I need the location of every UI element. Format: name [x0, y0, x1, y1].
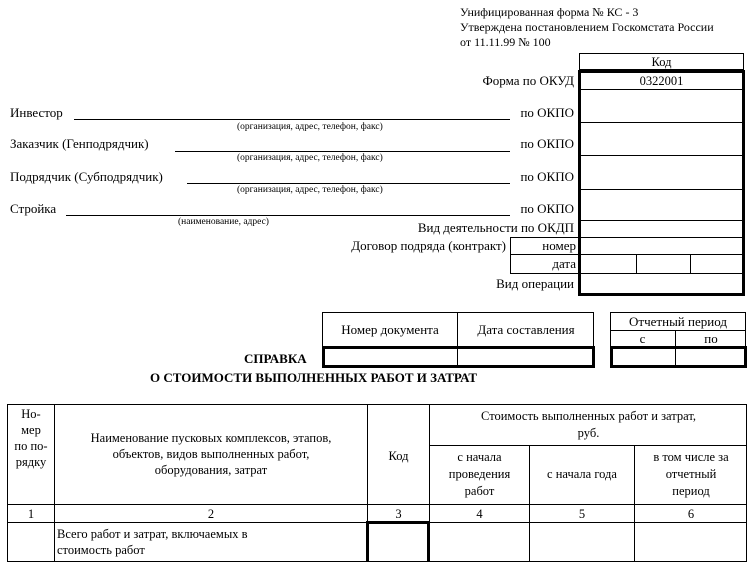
period-from-label: с — [639, 331, 646, 346]
customer-field[interactable] — [175, 151, 510, 152]
okud-value: 0322001 — [639, 74, 684, 88]
col-num-4: 4 — [476, 507, 483, 521]
col-period-header: в том числе за отчетный период — [653, 450, 729, 498]
site-hint: (наименование, адрес) — [178, 217, 269, 227]
investor-label: Инвестор — [10, 105, 63, 120]
operation-label: Вид операции — [496, 276, 574, 291]
site-field[interactable] — [66, 215, 510, 216]
contract-label: Договор подряда (контракт) — [351, 238, 506, 253]
row-total-name: Всего работ и затрат, включаемых в стоимость работ — [57, 527, 248, 557]
col-num-2: 2 — [207, 507, 215, 521]
form-header-line2: Утверждена постановлением Госкомстата России — [460, 20, 714, 34]
row-total-code-cell[interactable] — [366, 521, 430, 562]
contractor-field[interactable] — [187, 183, 510, 184]
period-to-label: по — [704, 331, 718, 346]
cost-group-header: Стоимость выполненных работ и затрат, руб. — [481, 409, 696, 440]
okpo-label-site: по ОКПО — [520, 201, 574, 216]
col-num-6: 6 — [687, 507, 695, 521]
col-code-header: Код — [388, 449, 409, 463]
col-year-header: с начала года — [547, 467, 617, 481]
period-values-box[interactable] — [610, 346, 747, 368]
col-name-header: Наименование пусковых комплексов, этапов, объектов, видов выполненных работ, оборудования, затрат — [90, 431, 332, 477]
form-header — [460, 5, 714, 50]
kod-label: Код — [651, 55, 672, 69]
okpo-label-investor: по ОКПО — [520, 105, 574, 120]
okpo-label-customer: по ОКПО — [520, 136, 574, 151]
form-header-line3: от 11.11.99 № 100 — [460, 35, 551, 49]
title-line2: О СТОИМОСТИ ВЫПОЛНЕННЫХ РАБОТ И ЗАТРАТ — [150, 370, 478, 385]
col-num-5: 5 — [578, 507, 586, 521]
contractor-hint: (организация, адрес, телефон, факс) — [237, 185, 383, 195]
col-start-header: с начала проведения работ — [448, 450, 511, 498]
doc-number-label: Номер документа — [341, 322, 439, 337]
customer-label: Заказчик (Генподрядчик) — [10, 136, 149, 151]
codes-column — [578, 70, 745, 296]
customer-hint: (организация, адрес, телефон, факс) — [237, 153, 383, 163]
title-line1: СПРАВКА — [244, 351, 307, 366]
investor-field[interactable] — [74, 119, 510, 120]
period-label: Отчетный период — [629, 314, 727, 329]
okud-label: Форма по ОКУД — [482, 73, 574, 88]
nomer-label: номер — [542, 238, 576, 253]
doc-values-box[interactable] — [322, 346, 595, 368]
investor-hint: (организация, адрес, телефон, факс) — [237, 122, 383, 132]
col-num-3: 3 — [395, 507, 402, 521]
contractor-label: Подрядчик (Субподрядчик) — [10, 169, 163, 184]
okdp-label: Вид деятельности по ОКДП — [417, 220, 574, 235]
okpo-label-contractor: по ОКПО — [520, 169, 574, 184]
site-label: Стройка — [10, 201, 57, 216]
col-num-1: 1 — [27, 507, 35, 521]
doc-date-label: Дата составления — [477, 322, 575, 337]
data-label: дата — [552, 256, 576, 271]
form-header-line1: Унифицированная форма № КС - 3 — [460, 5, 639, 19]
col-number-header: Но- мер по по- рядку — [14, 407, 48, 469]
